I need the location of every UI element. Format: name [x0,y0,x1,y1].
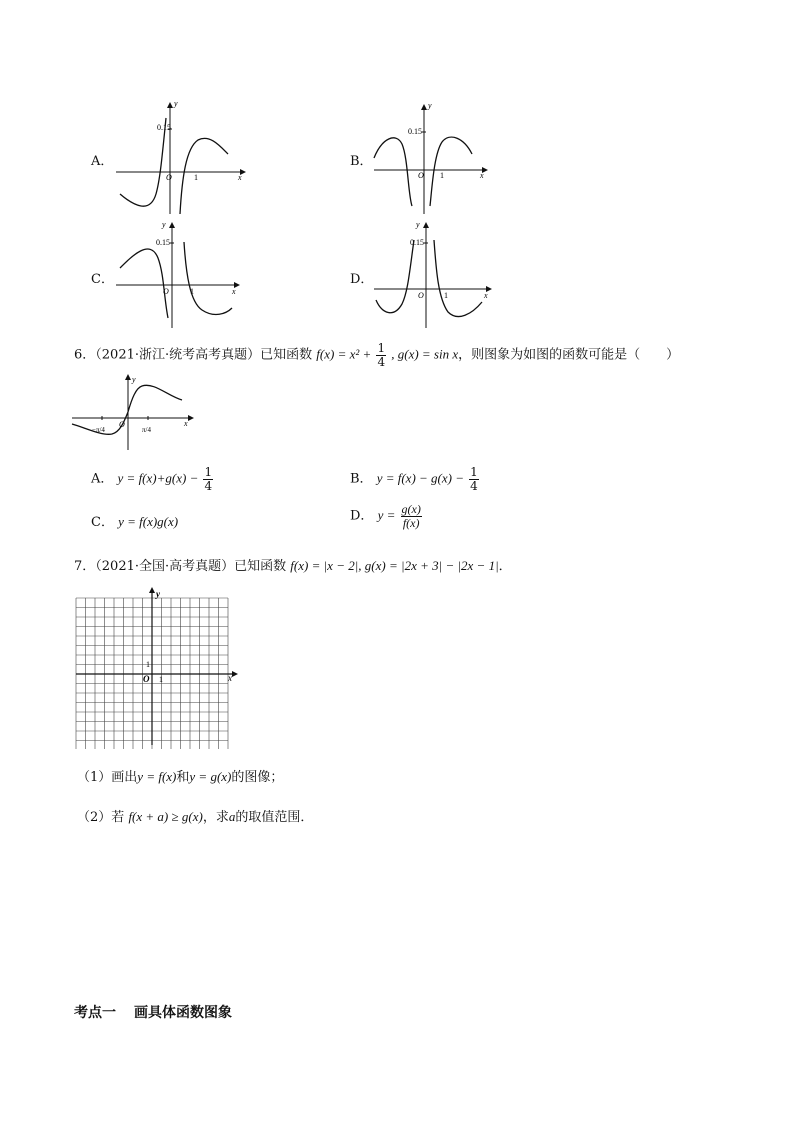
option-c-label: C． [91,272,114,287]
svg-text:−π/4: −π/4 [92,426,105,434]
q7-part-1: （1）画出y = f(x)和y = g(x)的图像； [77,769,284,785]
svg-text:O: O [418,291,424,300]
svg-text:O: O [418,171,424,180]
svg-text:y: y [132,375,136,384]
svg-text:1: 1 [440,171,444,180]
svg-text:O: O [119,420,125,429]
question-6-graph [68,370,194,452]
svg-text:O: O [143,674,150,684]
svg-text:y: y [428,101,432,110]
question-7-grid [74,585,240,749]
question-6-stem: 6．（2021·浙江·统考高考真题）已知函数 f(x) = x² + $\frac{1}{4}$ , g(x) = sin x，则图象为如图的函数可能是（ ） [74,341,680,369]
svg-text:1: 1 [159,675,163,684]
q6-option-c: C． y = f(x)g(x) [91,514,179,530]
svg-text:π/4: π/4 [142,426,151,434]
svg-text:1: 1 [190,287,194,296]
q6-option-d: D． y = $\frac{g(x)}{f(x)}$ [350,502,421,530]
svg-text:x: x [232,287,236,296]
svg-text:O: O [163,287,169,296]
svg-text:0.15: 0.15 [410,238,424,247]
svg-text:x: x [184,419,188,428]
svg-text:1: 1 [194,173,198,182]
q6-option-b: B． y = f(x) − g(x) − $\frac{1}{4}$ [350,465,478,493]
option-d-label: D． [350,272,374,287]
svg-text:y: y [162,220,166,229]
q7-part-2: （2）若 f(x + a) ≥ g(x)，求a的取值范围． [77,809,314,825]
svg-text:x: x [228,673,232,683]
svg-text:x: x [484,291,488,300]
svg-text:x: x [238,173,242,182]
svg-text:O: O [166,173,172,182]
section-heading: 考点一 画具体函数图象 [74,1005,232,1021]
option-b-graph [368,98,493,218]
svg-text:y: y [156,589,160,599]
option-a-graph [110,98,250,218]
svg-text:0.15: 0.15 [156,238,170,247]
option-a-label: A． [91,154,114,169]
svg-text:x: x [480,171,484,180]
option-c-graph [110,218,250,330]
svg-text:1: 1 [146,660,150,669]
svg-text:y: y [174,99,178,108]
svg-text:0.15: 0.15 [408,127,422,136]
question-7-stem: 7．（2021·全国·高考真题）已知函数 f(x) = |x − 2|, g(x) = |2x + 3| − |2x − 1|． [74,558,512,574]
svg-text:1: 1 [444,291,448,300]
svg-text:0.15: 0.15 [157,123,171,132]
option-b-label: B． [350,154,373,169]
svg-text:y: y [416,220,420,229]
q6-option-a: A． y = f(x)+g(x) − $\frac{1}{4}$ [91,465,213,493]
option-d-graph [368,218,496,330]
